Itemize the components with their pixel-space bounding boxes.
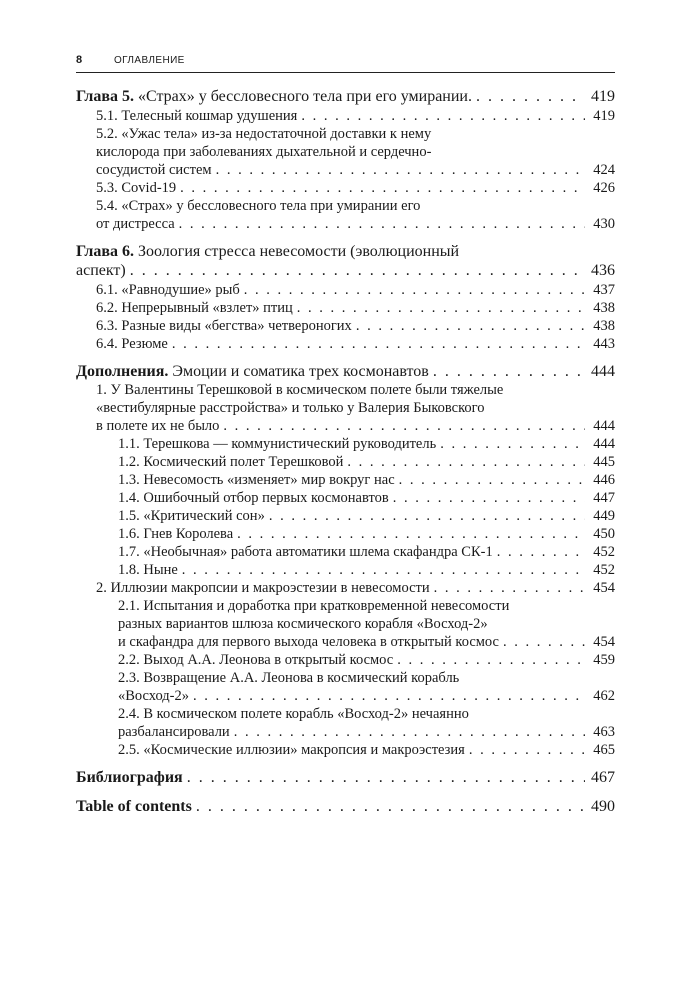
toc-entry-line xyxy=(118,489,615,507)
toc-entry-line xyxy=(96,381,615,399)
toc-entry-title xyxy=(96,179,176,197)
toc-entry-text: 1.3. Невесомость «изменяет» мир вокруг нас xyxy=(118,472,395,488)
toc-entry-title xyxy=(118,687,189,705)
toc-entry-line xyxy=(96,161,615,179)
toc-section-entry xyxy=(76,125,615,179)
dot-leader xyxy=(476,87,585,107)
toc-page-number: 426 xyxy=(593,179,615,196)
toc-entry-title xyxy=(118,489,389,507)
toc-page-number: 444 xyxy=(591,362,615,380)
toc-entry-title xyxy=(96,317,352,335)
toc-entry-title xyxy=(118,651,393,669)
toc-entry-heading: Библиография xyxy=(76,769,183,786)
toc-section-entry xyxy=(76,489,615,507)
toc-entry-line xyxy=(118,669,615,687)
toc-entry-title xyxy=(118,723,230,741)
dot-leader xyxy=(497,543,585,561)
toc-entry-line xyxy=(76,261,615,281)
toc-section-entry xyxy=(76,197,615,233)
running-header xyxy=(76,52,615,73)
toc-entry-line xyxy=(96,399,615,417)
toc-page-number: 444 xyxy=(593,418,615,434)
toc-entry-text: сосудистой систем xyxy=(96,161,212,178)
toc-entry-title xyxy=(96,299,293,317)
toc-entry-line xyxy=(76,87,615,107)
toc-entry-line xyxy=(96,215,615,233)
page-number: 8 xyxy=(76,54,83,66)
toc-entry-line xyxy=(118,633,615,651)
toc-entry-line xyxy=(118,507,615,525)
toc-entry-title xyxy=(118,435,436,453)
dot-leader xyxy=(234,723,585,741)
toc-entry-line xyxy=(76,797,615,817)
toc-entry-text: 1.2. Космический полет Терешковой xyxy=(118,454,344,470)
toc-entry-text: 1.7. «Необычная» работа автоматики шлема скафандра СК-1 xyxy=(118,544,493,560)
section-gap xyxy=(76,353,615,362)
dot-leader xyxy=(179,215,585,233)
dot-leader xyxy=(393,489,585,507)
toc-entry-line xyxy=(96,107,615,125)
toc-entry-title xyxy=(76,768,183,788)
dot-leader xyxy=(187,768,585,788)
toc-entry-text: 6.4. Резюме xyxy=(96,335,168,352)
toc-entry-text: Зоология стресса невесомости (эволюционный xyxy=(134,242,460,260)
dot-leader xyxy=(196,797,585,817)
toc-page-number: 438 xyxy=(593,299,615,316)
dot-leader xyxy=(297,299,585,317)
toc-section-entry xyxy=(76,471,615,489)
running-title: ОГЛАВЛЕНИЕ xyxy=(114,55,185,66)
toc-section-entry xyxy=(76,299,615,317)
toc-page-number: 452 xyxy=(593,544,615,560)
toc-entry-text: «вестибулярные расстройства» и только у Валерия Быковского xyxy=(96,400,485,416)
table-of-contents xyxy=(76,87,615,816)
toc-entry-text: 1.4. Ошибочный отбор первых космонавтов xyxy=(118,490,389,506)
dot-leader xyxy=(399,471,585,489)
toc-entry-line xyxy=(118,723,615,741)
toc-entry-text: 1.5. «Критический сон» xyxy=(118,508,265,524)
toc-page-number: 449 xyxy=(593,508,615,524)
toc-entry-line xyxy=(118,687,615,705)
dot-leader xyxy=(223,417,585,435)
toc-entry-title xyxy=(76,87,472,107)
toc-page-number: 438 xyxy=(593,317,615,334)
toc-entry-line xyxy=(118,525,615,543)
dot-leader xyxy=(244,281,585,299)
toc-section-entry xyxy=(76,651,615,669)
dot-leader xyxy=(347,453,585,471)
toc-entry-line xyxy=(96,317,615,335)
dot-leader xyxy=(269,507,585,525)
section-gap xyxy=(76,788,615,797)
toc-entry-title xyxy=(96,417,219,435)
toc-section-entry xyxy=(76,561,615,579)
toc-entry-heading: Дополнения. xyxy=(76,362,169,380)
toc-entry-text: 2.1. Испытания и доработка при кратковременной невесомости xyxy=(118,598,510,614)
toc-entry-text: аспект) xyxy=(76,262,126,279)
toc-entry-title xyxy=(118,633,499,651)
toc-entry-line xyxy=(96,417,615,435)
toc-entry-text: 5.2. «Ужас тела» из-за недостаточной доставки к нему xyxy=(96,125,432,142)
dot-leader xyxy=(130,261,585,281)
toc-entry-line xyxy=(76,362,615,382)
toc-page-number: 450 xyxy=(593,526,615,542)
toc-page-number: 446 xyxy=(593,472,615,488)
toc-chapter-entry xyxy=(76,797,615,817)
toc-section-entry xyxy=(76,507,615,525)
toc-entry-text: 5.4. «Страх» у бессловесного тела при умирании его xyxy=(96,197,421,214)
section-gap xyxy=(76,233,615,242)
toc-page-number: 444 xyxy=(593,436,615,452)
toc-entry-text: Эмоции и соматика трех космонавтов xyxy=(168,362,429,380)
toc-page-number: 463 xyxy=(593,724,615,740)
toc-entry-line xyxy=(118,705,615,723)
toc-entry-line xyxy=(96,281,615,299)
dot-leader xyxy=(182,561,585,579)
toc-section-entry xyxy=(76,525,615,543)
toc-entry-line xyxy=(118,561,615,579)
dot-leader xyxy=(237,525,585,543)
toc-entry-text: 1. У Валентины Терешковой в космическом полете были тяжелые xyxy=(96,382,504,398)
toc-entry-text: 2.4. В космическом полете корабль «Восход-2» нечаянно xyxy=(118,706,469,722)
toc-entry-text: разбалансировали xyxy=(118,724,230,740)
toc-chapter-entry xyxy=(76,242,615,281)
toc-entry-text: разных вариантов шлюза космического корабля «Восход-2» xyxy=(118,616,488,632)
toc-entry-title xyxy=(96,107,297,125)
toc-entry-text: 2. Иллюзии макропсии и макроэстезии в невесомости xyxy=(96,580,430,596)
toc-section-entry xyxy=(76,335,615,353)
dot-leader xyxy=(356,317,585,335)
toc-entry-text: в полете их не было xyxy=(96,418,220,434)
toc-section-entry xyxy=(76,705,615,741)
toc-chapter-entry xyxy=(76,768,615,788)
toc-page-number: 452 xyxy=(593,562,615,578)
toc-entry-title xyxy=(96,215,175,233)
toc-section-entry xyxy=(76,381,615,435)
toc-entry-text: 2.5. «Космические иллюзии» макропсия и макроэстезия xyxy=(118,742,465,758)
toc-entry-line xyxy=(96,197,615,215)
toc-entry-text: 5.3. Covid-19 xyxy=(96,179,177,196)
dot-leader xyxy=(172,335,585,353)
toc-entry-line xyxy=(118,543,615,561)
toc-entry-line xyxy=(118,597,615,615)
toc-entry-line xyxy=(96,179,615,197)
toc-entry-line xyxy=(118,453,615,471)
toc-entry-text: 1.1. Терешкова — коммунистический руководитель xyxy=(118,436,437,452)
toc-section-entry xyxy=(76,281,615,299)
toc-entry-text: 6.1. «Равнодушие» рыб xyxy=(96,281,240,298)
toc-page-number: 447 xyxy=(593,490,615,506)
toc-page-number: 445 xyxy=(593,454,615,470)
dot-leader xyxy=(301,107,585,125)
toc-chapter-entry xyxy=(76,362,615,382)
dot-leader xyxy=(193,687,585,705)
toc-section-entry xyxy=(76,107,615,125)
toc-entry-line xyxy=(118,651,615,669)
toc-entry-title xyxy=(118,507,265,525)
toc-entry-title xyxy=(118,471,395,489)
dot-leader xyxy=(440,435,585,453)
toc-entry-title xyxy=(96,161,212,179)
toc-entry-title xyxy=(118,525,233,543)
toc-section-entry xyxy=(76,669,615,705)
dot-leader xyxy=(469,741,585,759)
toc-page-number: 454 xyxy=(593,580,615,596)
section-gap xyxy=(76,759,615,768)
toc-section-entry xyxy=(76,597,615,651)
dot-leader xyxy=(434,579,585,597)
toc-page-number: 459 xyxy=(593,652,615,668)
toc-entry-line xyxy=(96,579,615,597)
dot-leader xyxy=(503,633,585,651)
toc-entry-title xyxy=(118,543,493,561)
toc-entry-text: 1.6. Гнев Королева xyxy=(118,526,234,542)
toc-section-entry xyxy=(76,317,615,335)
toc-page-number: 419 xyxy=(593,107,615,124)
toc-entry-line xyxy=(96,335,615,353)
toc-entry-text: и скафандра для первого выхода человека в открытый космос xyxy=(118,634,499,650)
toc-section-entry xyxy=(76,741,615,759)
dot-leader xyxy=(433,362,585,382)
toc-section-entry xyxy=(76,435,615,453)
toc-page-number: 430 xyxy=(593,215,615,232)
toc-entry-text: «Восход-2» xyxy=(118,688,190,704)
toc-entry-line xyxy=(96,143,615,161)
toc-entry-title xyxy=(118,741,465,759)
toc-entry-line xyxy=(96,125,615,143)
toc-entry-title xyxy=(96,335,168,353)
toc-page-number: 419 xyxy=(591,88,615,105)
dot-leader xyxy=(180,179,585,197)
toc-page-number: 437 xyxy=(593,281,615,298)
toc-entry-text: «Страх» у бессловесного тела при его умирании. xyxy=(134,88,472,105)
toc-entry-line xyxy=(96,299,615,317)
toc-section-entry xyxy=(76,543,615,561)
toc-section-entry xyxy=(76,579,615,597)
toc-entry-line xyxy=(76,242,615,262)
dot-leader xyxy=(216,161,585,179)
toc-page-number: 490 xyxy=(591,797,615,815)
toc-entry-text: 6.2. Непрерывный «взлет» птиц xyxy=(96,299,293,316)
toc-entry-line xyxy=(118,615,615,633)
toc-page-number: 462 xyxy=(593,688,615,704)
toc-page-number: 467 xyxy=(591,769,615,786)
toc-page-number: 436 xyxy=(591,262,615,279)
toc-entry-title xyxy=(96,579,430,597)
toc-entry-text: 2.3. Возвращение А.А. Леонова в космический корабль xyxy=(118,670,460,686)
toc-page-number: 424 xyxy=(593,161,615,178)
dot-leader xyxy=(397,651,585,669)
toc-entry-title xyxy=(118,453,343,471)
toc-entry-text: 2.2. Выход А.А. Леонова в открытый космос xyxy=(118,652,394,668)
toc-section-entry xyxy=(76,453,615,471)
toc-page-number: 465 xyxy=(593,742,615,758)
toc-entry-heading: Глава 6. xyxy=(76,242,134,260)
toc-entry-text: 6.3. Разные виды «бегства» четвероногих xyxy=(96,317,352,334)
toc-entry-line xyxy=(118,741,615,759)
toc-entry-heading: Table of contents xyxy=(76,797,192,815)
toc-entry-title xyxy=(96,281,240,299)
toc-entry-text: от дистресса xyxy=(96,215,175,232)
toc-chapter-entry xyxy=(76,87,615,107)
toc-section-entry xyxy=(76,179,615,197)
toc-page-number: 454 xyxy=(593,634,615,650)
toc-entry-text: кислорода при заболеваниях дыхательной и сердечно- xyxy=(96,143,432,160)
toc-entry-text: 1.8. Ныне xyxy=(118,562,178,578)
toc-page-number: 443 xyxy=(593,335,615,352)
toc-entry-heading: Глава 5. xyxy=(76,88,134,105)
toc-entry-title xyxy=(76,797,192,817)
toc-entry-line xyxy=(118,435,615,453)
toc-entry-title xyxy=(118,561,178,579)
toc-entry-line xyxy=(118,471,615,489)
toc-entry-title xyxy=(76,362,429,382)
toc-entry-line xyxy=(76,768,615,788)
toc-entry-title xyxy=(76,261,126,281)
toc-entry-text: 5.1. Телесный кошмар удушения xyxy=(96,107,298,124)
